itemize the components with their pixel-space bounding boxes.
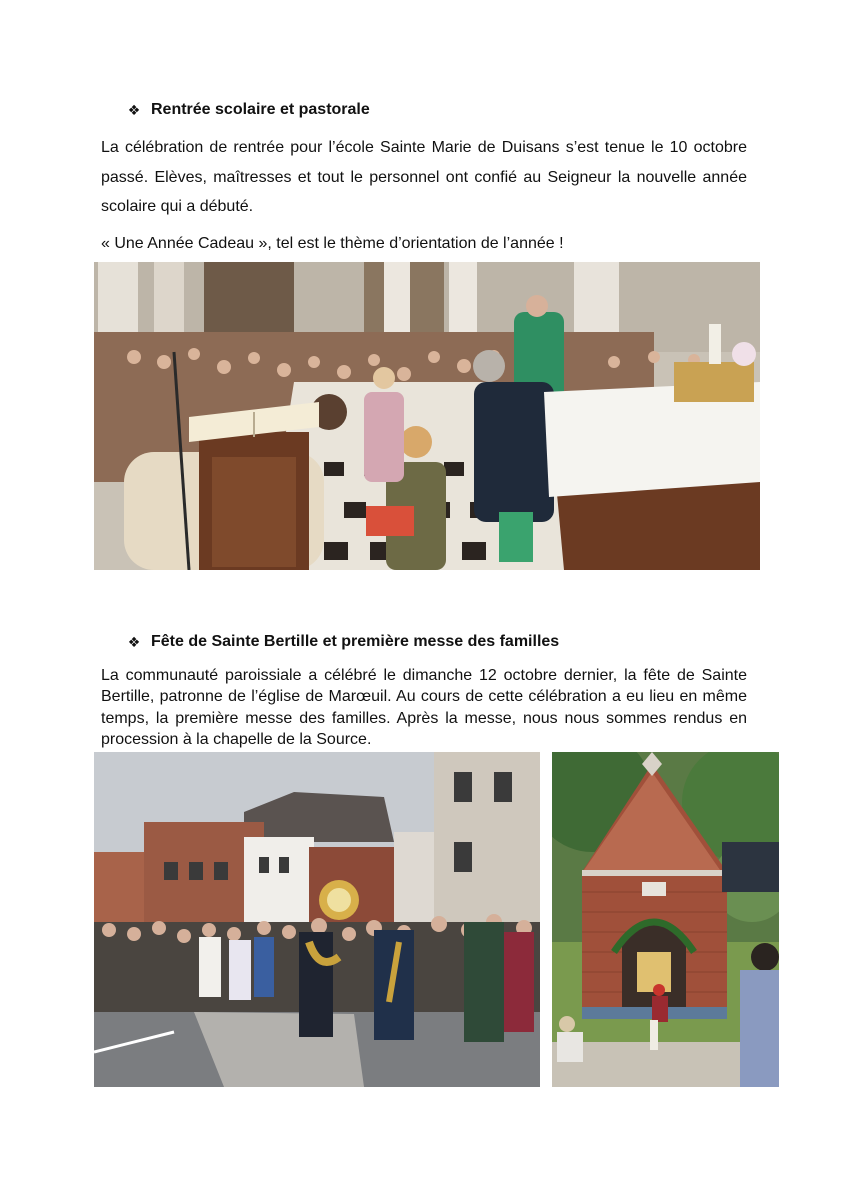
section2-title: Fête de Sainte Bertille et première messe des familles	[151, 633, 560, 650]
section1-theme: « Une Année Cadeau », tel est le thème d’orientation de l’année !	[101, 235, 564, 252]
chapel-photo	[552, 752, 779, 1087]
diamond-bullet-icon: ❖	[127, 101, 141, 118]
church-celebration-photo	[94, 262, 760, 570]
section1-heading	[127, 101, 370, 119]
section1-title: Rentrée scolaire et pastorale	[151, 101, 370, 118]
procession-photo	[94, 752, 540, 1087]
diamond-bullet-icon: ❖	[127, 633, 141, 650]
section2-paragraph: La communauté paroissiale a célébré le dimanche 12 octobre dernier, la fête de Sainte Bertille, patronne de l’église de Marœuil. Au cours de cette célébration a eu lieu en même temps, la première messe des familles. Après la messe, nous nous sommes rendus en procession à la chapelle de la Source.	[101, 667, 747, 748]
section1-paragraph: La célébration de rentrée pour l’école Sainte Marie de Duisans s’est tenue le 10 octobre passé. Elèves, maîtresses et tout le personnel ont confié au Seigneur la nouvelle année scolaire qui a débuté.	[101, 139, 747, 215]
section2-heading	[127, 633, 559, 651]
